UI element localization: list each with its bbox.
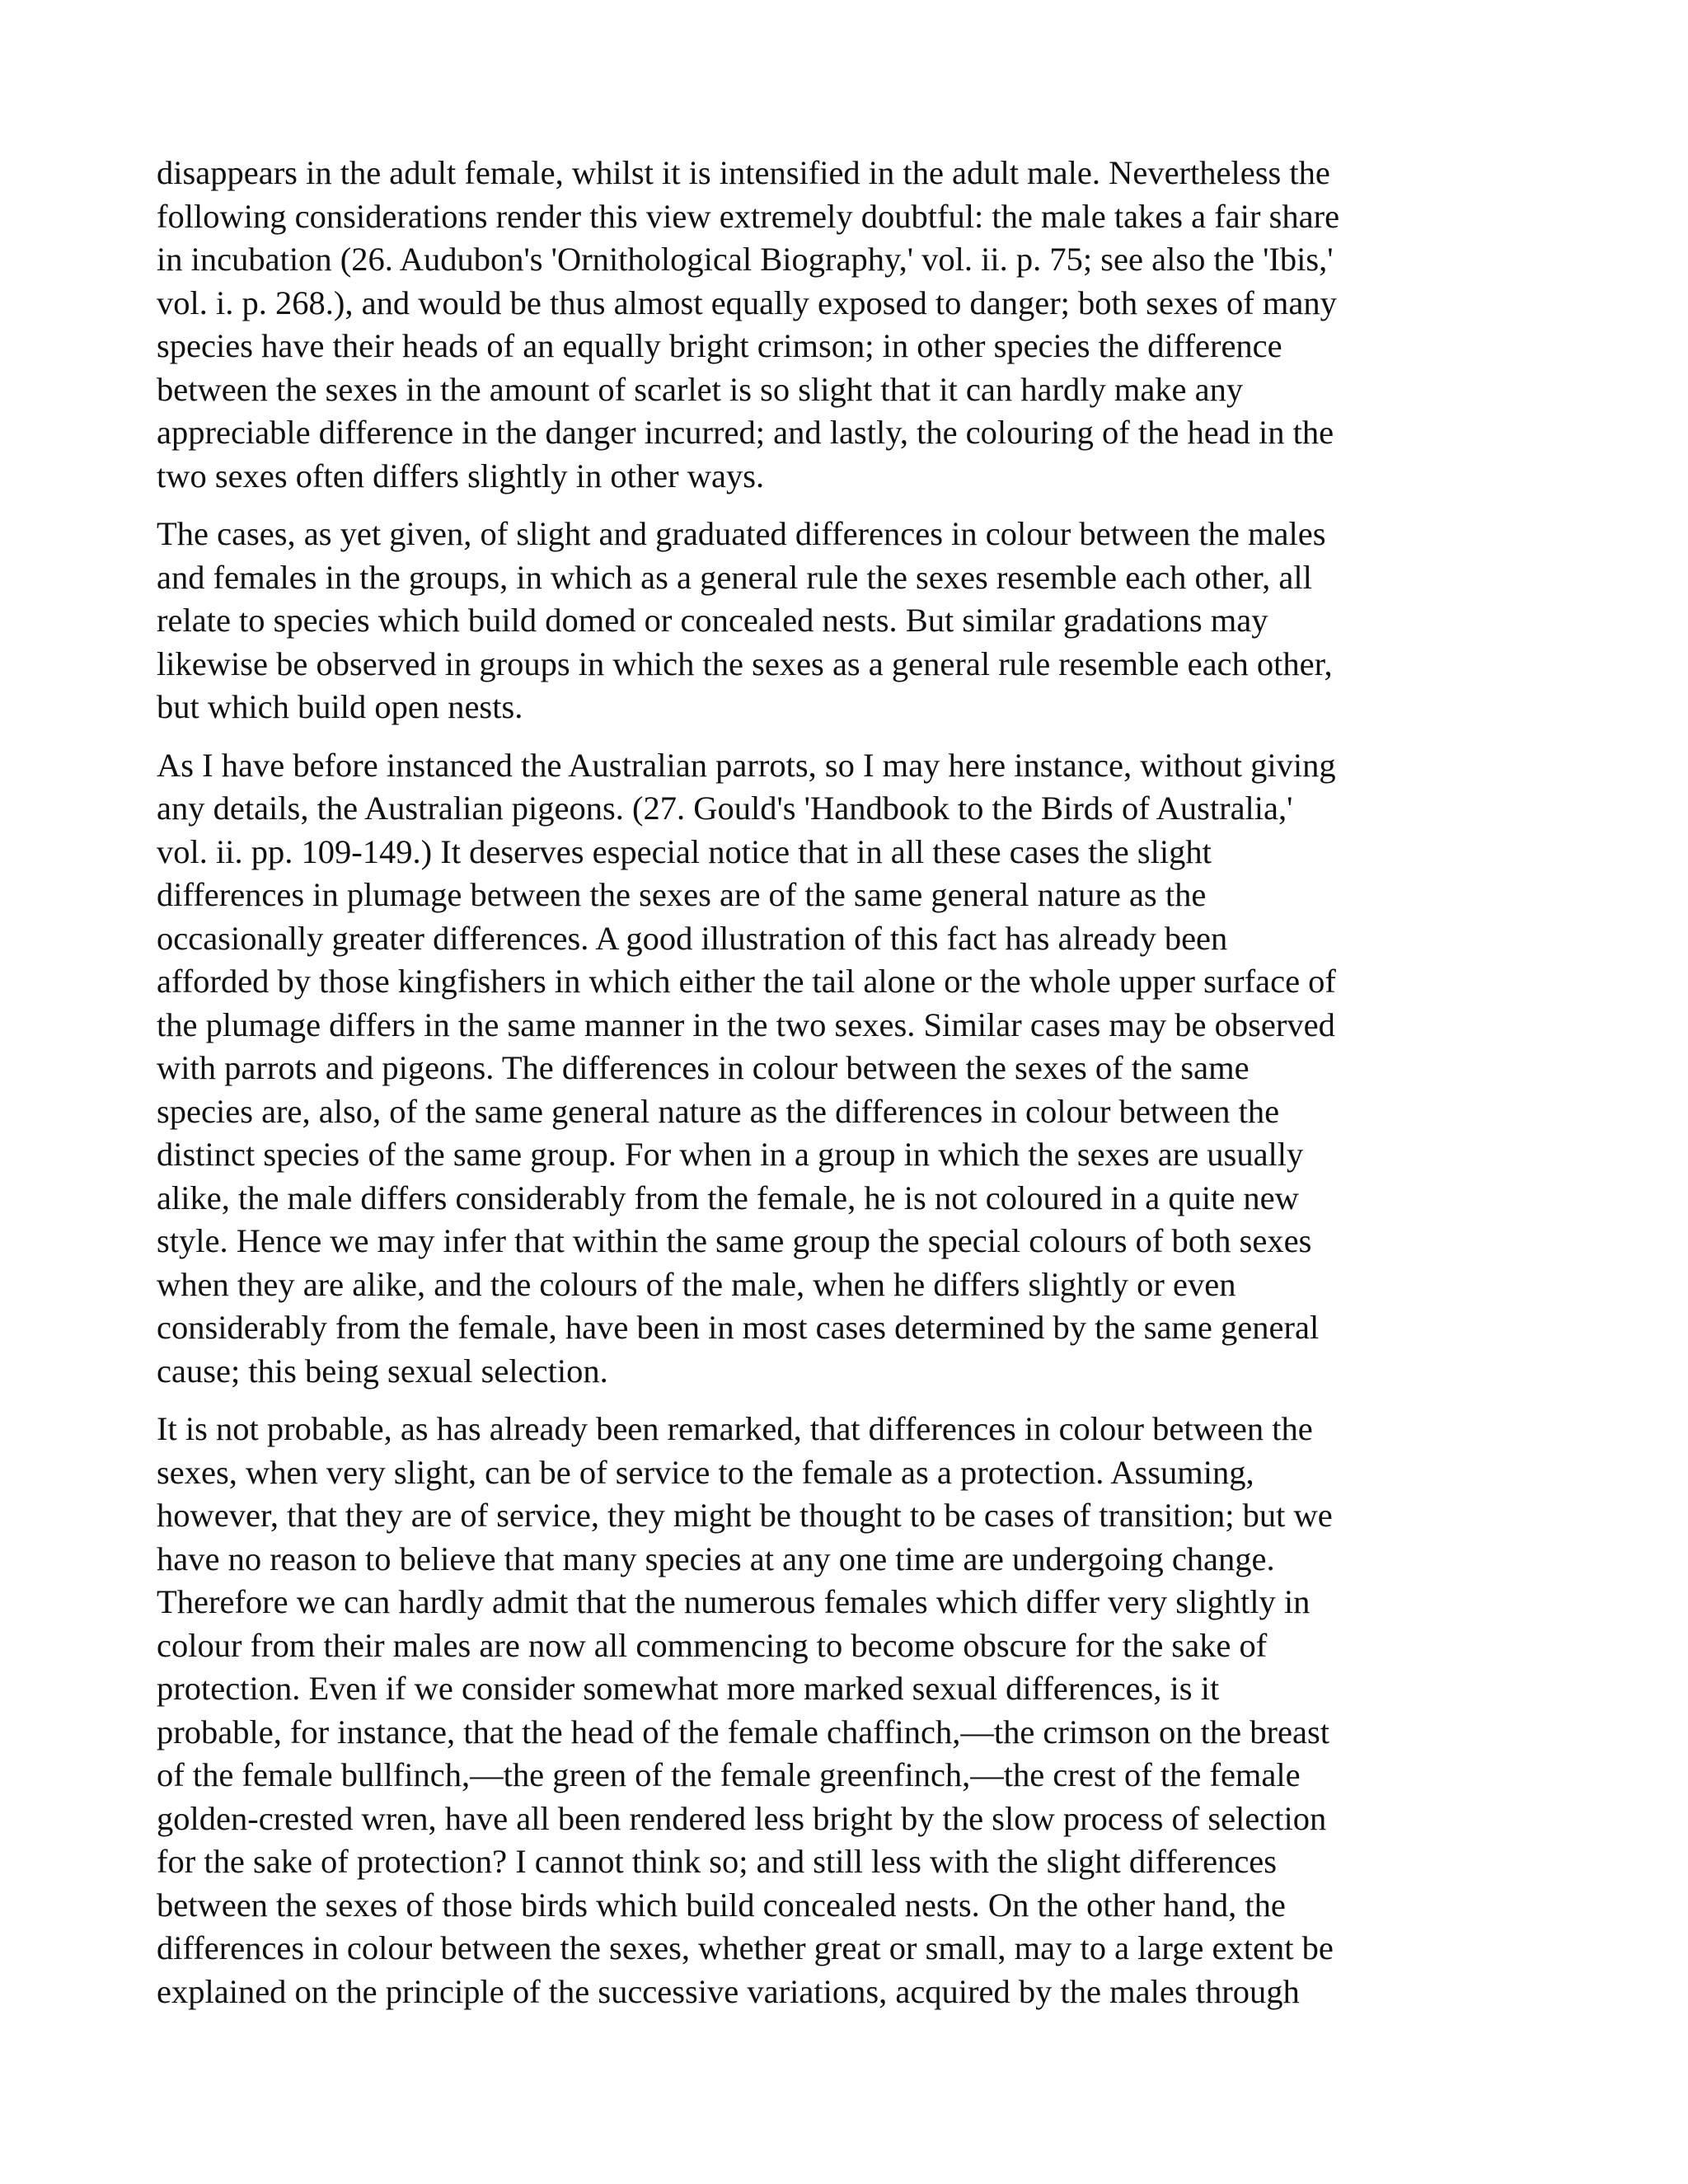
text-line: the plumage differs in the same manner in the two sexes. Similar cases may be observed — [157, 1005, 1335, 1043]
text-line: two sexes often differs slightly in other ways. — [157, 457, 765, 494]
text-line: but which build open nests. — [157, 688, 523, 725]
text-line: alike, the male differs considerably from the female, he is not coloured in a quite new — [157, 1179, 1299, 1216]
text-line: sexes, when very slight, can be of service to the female as a protection. Assuming, — [157, 1453, 1254, 1491]
text-line: considerably from the female, have been in most cases determined by the same general — [157, 1309, 1320, 1346]
text-line: between the sexes in the amount of scarlet is so slight that it can hardly make any — [157, 370, 1244, 408]
text-line: colour from their males are now all commencing to become obscure for the sake of — [157, 1626, 1268, 1664]
text-line: style. Hence we may infer that within the same group the special colours of both sexes — [157, 1222, 1312, 1259]
text-line: any details, the Australian pigeons. (27. Gould's 'Handbook to the Birds of Australia,' — [157, 790, 1293, 827]
text-line: likewise be observed in groups in which the sexes as a general rule resemble each other, — [157, 644, 1333, 682]
paragraph — [157, 744, 1525, 1394]
text-line: between the sexes of those birds which build concealed nests. On the other hand, the — [157, 1886, 1286, 1924]
text-line: when they are alike, and the colours of the male, when he differs slightly or even — [157, 1265, 1236, 1303]
text-line: appreciable difference in the danger incurred; and lastly, the colouring of the head in the — [157, 414, 1334, 451]
text-line: protection. Even if we consider somewhat more marked sexual differences, is it — [157, 1670, 1220, 1707]
text-line: explained on the principle of the successive variations, acquired by the males through — [157, 1972, 1300, 2010]
text-line: differences in plumage between the sexes are of the same general nature as the — [157, 876, 1207, 913]
text-line: species have their heads of an equally bright crimson; in other species the difference — [157, 327, 1282, 364]
text-line: of the female bullfinch,—the green of the female greenfinch,—the crest of the female — [157, 1756, 1301, 1793]
paragraph — [157, 152, 1525, 498]
text-line: cause; this being sexual selection. — [157, 1352, 608, 1390]
text-line: As I have before instanced the Australian parrots, so I may here instance, without giving — [157, 746, 1336, 784]
text-line: golden-crested wren, have all been rendered less bright by the slow process of selection — [157, 1799, 1327, 1837]
text-line: distinct species of the same group. For when in a group in which the sexes are usually — [157, 1136, 1304, 1173]
text-line: differences in colour between the sexes, whether great or small, may to a large extent be — [157, 1929, 1334, 1966]
text-line: It is not probable, as has already been remarked, that differences in colour between the — [157, 1410, 1313, 1447]
text-line: afforded by those kingfishers in which either the tail alone or the whole upper surface of — [157, 963, 1336, 1000]
text-line: in incubation (26. Audubon's 'Ornithological Biography,' vol. ii. p. 75; see also the 'Ibis,' — [157, 241, 1334, 278]
text-line: Therefore we can hardly admit that the numerous females which differ very slightly in — [157, 1583, 1311, 1620]
text-line: vol. ii. pp. 109-149.) It deserves especial notice that in all these cases the slight — [157, 832, 1212, 870]
document-page — [157, 152, 1525, 2028]
text-line: relate to species which build domed or concealed nests. But similar gradations may — [157, 602, 1268, 639]
text-line: and females in the groups, in which as a general rule the sexes resemble each other, all — [157, 558, 1312, 596]
paragraph — [157, 513, 1525, 729]
text-line: The cases, as yet given, of slight and graduated differences in colour between the males — [157, 515, 1326, 552]
paragraph — [157, 1408, 1525, 2013]
text-line: vol. i. p. 268.), and would be thus almost equally exposed to danger; both sexes of many — [157, 284, 1337, 321]
text-line: following considerations render this view extremely doubtful: the male takes a fair share — [157, 197, 1340, 235]
text-line: however, that they are of service, they might be thought to be cases of transition; but we — [157, 1497, 1333, 1534]
text-line: species are, also, of the same general nature as the differences in colour between the — [157, 1092, 1280, 1130]
text-line: with parrots and pigeons. The differences in colour between the sexes of the same — [157, 1049, 1250, 1086]
text-line: disappears in the adult female, whilst it is intensified in the adult male. Nevertheless the — [157, 154, 1330, 191]
text-line: have no reason to believe that many species at any one time are undergoing change. — [157, 1540, 1275, 1577]
text-line: occasionally greater differences. A good illustration of this fact has already been — [157, 919, 1228, 957]
text-line: for the sake of protection? I cannot think so; and still less with the slight differences — [157, 1843, 1278, 1880]
text-line: probable, for instance, that the head of the female chaffinch,—the crimson on the breast — [157, 1713, 1329, 1750]
